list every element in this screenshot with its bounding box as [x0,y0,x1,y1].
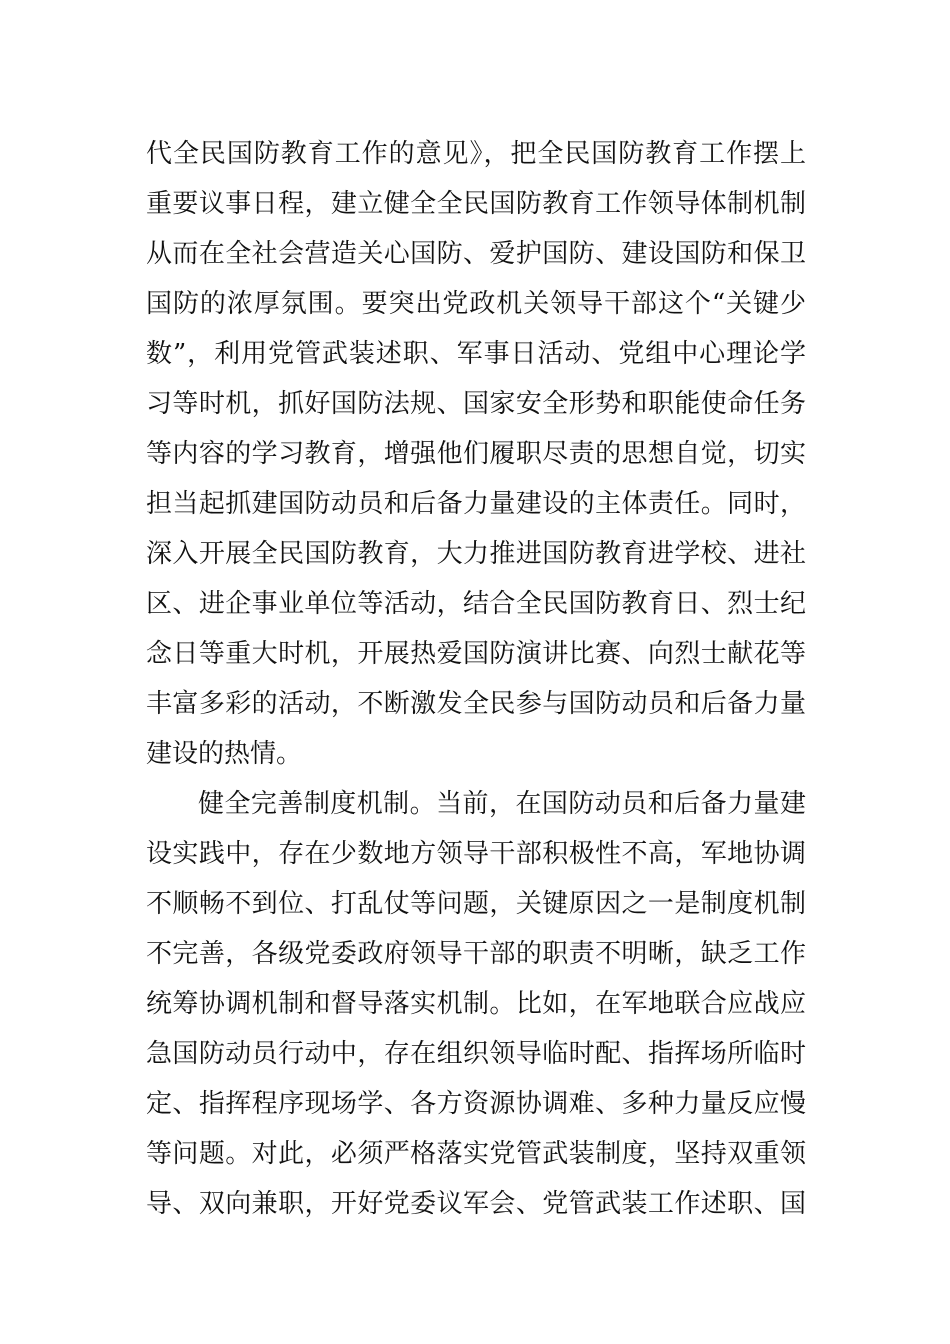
body-text [146,129,806,1229]
text-line: 重要议事日程，建立健全全民国防教育工作领导体制机制 [146,189,806,219]
text-line: 习等时机，抓好国防法规、国家安全形势和职能使命任务 [146,389,806,419]
text-line: 丰富多彩的活动，不断激发全民参与国防动员和后备力量 [146,689,806,719]
text-line: 代全民国防教育工作的意见》，把全民国防教育工作摆上 [146,139,806,169]
text-line: 念日等重大时机，开展热爱国防演讲比赛、向烈士献花等 [146,639,806,669]
text-line: 担当起抓建国防动员和后备力量建设的主体责任。同时， [146,489,806,519]
text-line: 导、双向兼职，开好党委议军会、党管武装工作述职、国 [146,1189,806,1219]
text-line: 建设的热情。 [146,739,303,769]
text-line: 等问题。对此，必须严格落实党管武装制度，坚持双重领 [146,1139,806,1169]
text-line: 国防的浓厚氛围。要突出党政机关领导干部这个“关键少 [146,289,806,319]
text-line: 深入开展全民国防教育，大力推进国防教育进学校、进社 [146,539,806,569]
text-line: 等内容的学习教育，增强他们履职尽责的思想自觉，切实 [146,439,806,469]
text-line: 从而在全社会营造关心国防、爱护国防、建设国防和保卫 [146,239,806,269]
paragraph-start-line: 健全完善制度机制。当前，在国防动员和后备力量建 [198,789,806,819]
text-line: 设实践中，存在少数地方领导干部积极性不高，军地协调 [146,839,806,869]
text-line: 区、进企事业单位等活动，结合全民国防教育日、烈士纪 [146,589,806,619]
text-line: 数”，利用党管武装述职、军事日活动、党组中心理论学 [146,339,806,369]
text-line: 统筹协调机制和督导落实机制。比如，在军地联合应战应 [146,989,806,1019]
text-line: 不完善，各级党委政府领导干部的职责不明晰，缺乏工作 [146,939,806,969]
text-line: 不顺畅不到位、打乱仗等问题，关键原因之一是制度机制 [146,889,806,919]
text-line: 急国防动员行动中，存在组织领导临时配、指挥场所临时 [146,1039,806,1069]
text-line: 定、指挥程序现场学、各方资源协调难、多种力量反应慢 [146,1089,806,1119]
